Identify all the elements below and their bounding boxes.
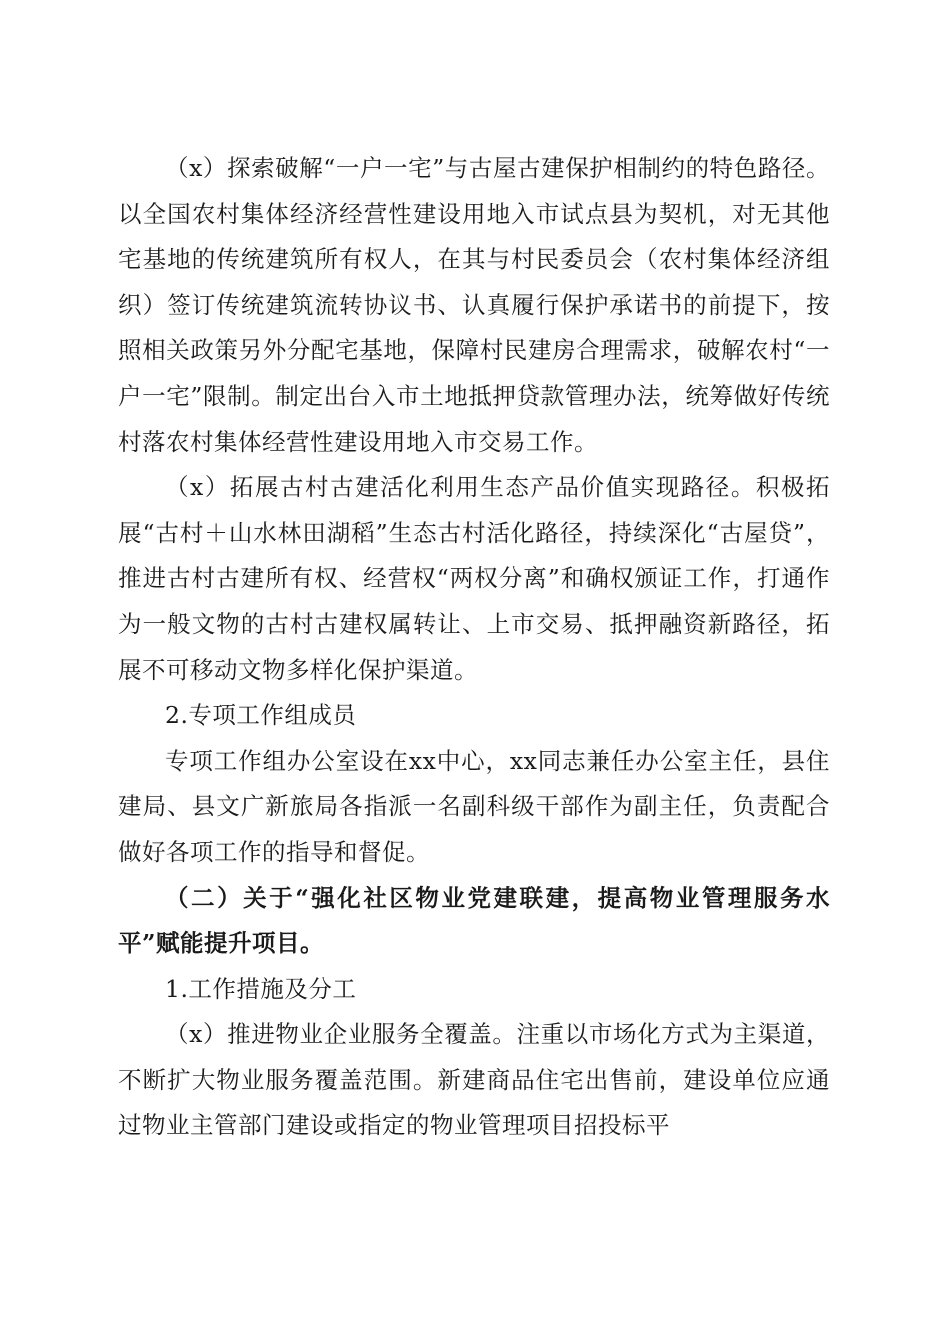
heading-measures: 1.工作措施及分工 <box>165 974 357 1003</box>
paragraph-property-coverage: （x）推进物业企业服务全覆盖。注重以市场化方式为主渠道，不断扩大物业服务覆盖范围。新建商品住宅出售前，建设单位应通过物业主管部门建设或指定的物业管理项目招投标平 <box>118 1020 830 1140</box>
heading-team-members: 2.专项工作组成员 <box>165 701 357 730</box>
paragraph-office: 专项工作组办公室设在xx中心，xx同志兼任办公室主任，县住建局、县文广新旅局各指派一名副科级干部作为副主任，负责配合做好各项工作的指导和督促。 <box>118 746 830 866</box>
paragraph-explore-one-house: （x）探索破解“一户一宅”与古屋古建保护相制约的特色路径。以全国农村集体经济经营性建设用地入市试点县为契机，对无其他宅基地的传统建筑所有权人，在其与村民委员会（农村集体经济组织）签订传统建筑流转协议书、认真履行保护承诺书的前提下，按照相关政策另外分配宅基地，保障村民建房合理需求，破解农村“一户一宅”限制。制定出台入市土地抵押贷款管理办法，统筹做好传统村落农村集体经营性建设用地入市交易工作。 <box>118 154 830 456</box>
paragraph-expand-ecological: （x）拓展古村古建活化利用生态产品价值实现路径。积极拓展“古村＋山水林田湖稻”生态古村活化路径，持续深化“古屋贷”，推进古村古建所有权、经营权“两权分离”和确权颁证工作，打通作为一般文物的古村古建权属转让、上市交易、抵押融资新路径，拓展不可移动文物多样化保护渠道。 <box>118 473 830 684</box>
document-body <box>118 146 830 1149</box>
heading-section-two: （二）关于“强化社区物业党建联建，提高物业管理服务水平”赋能提升项目。 <box>118 883 830 958</box>
